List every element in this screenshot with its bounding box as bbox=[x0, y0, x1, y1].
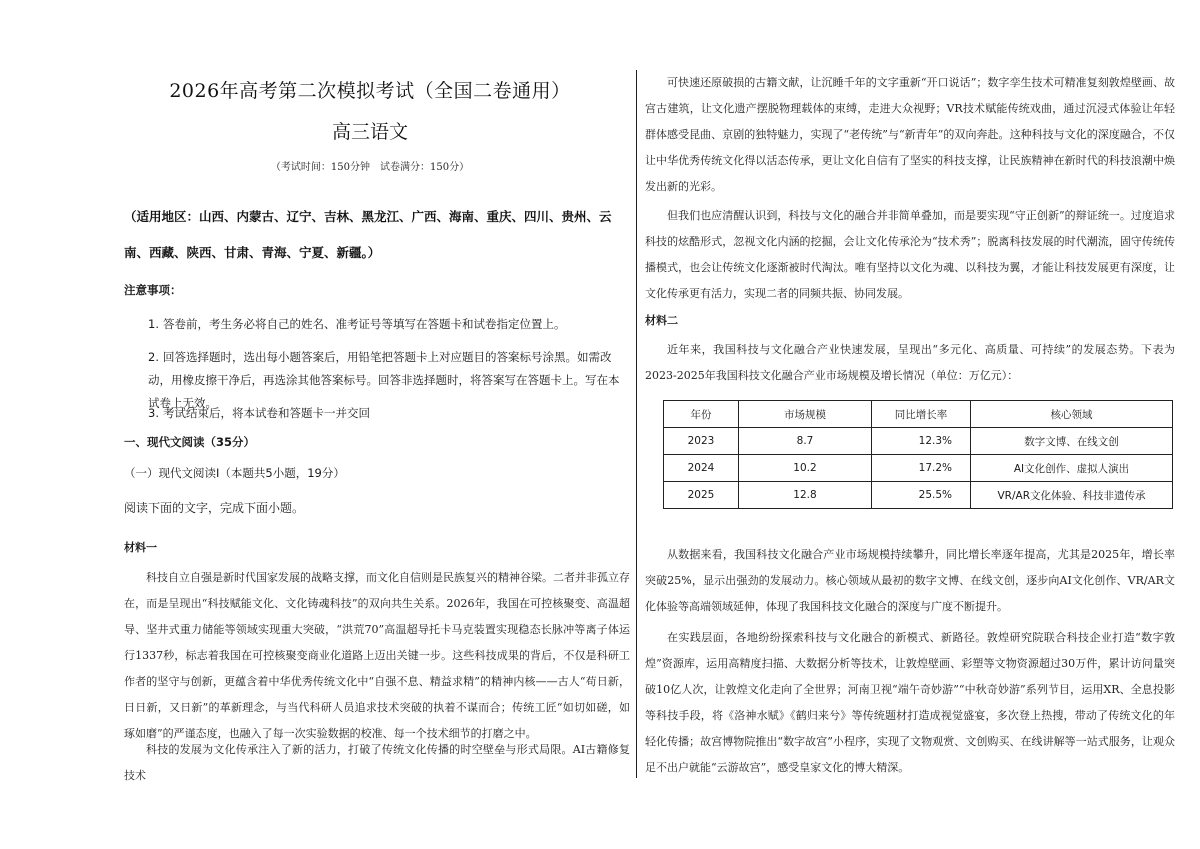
material1-paragraph: 科技自立自强是新时代国家发展的战略支撑，而文化自信则是民族复兴的精神谷梁。二者并非孤立存在，而是呈现出“科技赋能文化、文化铸魂科技”的双向共生关系。2026年，我国在可控核聚变、高温超导、坚井式重力储能等领域实现重大突破，“洪荒70”高温超导托卡马克装置实现稳态长脉冲等离子体运行1337秒，标志着我国在可控核聚变商业化道路上迈出关键一步。这些科技成果的背后，不仅是科研工作者的坚守与创新，更蕴含着中华优秀传统文化中“自强不息、精益求精”的精神内核——古人“苟日新，日日新，又日新”的革新理念，与当代科研人员追求技术突破的执着不谋而合；传统工匠“如切如磋，如琢如磨”的严谨态度，也融入了每一次实验数据的校准、每一个技术细节的打磨之中。 bbox=[124, 571, 630, 740]
table-cell: 17.2% bbox=[872, 455, 971, 482]
table-header-cell: 核心领域 bbox=[971, 401, 1173, 428]
table-cell: 2024 bbox=[664, 455, 739, 482]
sub-heading: （一）现代文阅读Ⅰ（本题共5小题，19分） bbox=[124, 466, 345, 480]
material1-continued-paragraph: 可快速还原破损的古籍文献，让沉睡千年的文字重新“开口说话”；数字孪生技术可精准复刻敦煌壁画、故宫古建筑，让文化遗产摆脱物理载体的束缚，走进大众视野；VR技术赋能传统戏曲，通过沉浸式体验让年轻群体感受昆曲、京剧的独特魅力，实现了“老传统”与“新青年”的双向奔赴。这种科技与文化的深度融合，不仅让中华优秀传统文化得以活态传承，更让文化自信有了坚实的科技支撑，让民族精神在新时代的科技浪潮中焕发出新的光彩。 bbox=[645, 76, 1175, 193]
table-header-cell: 年份 bbox=[664, 401, 739, 428]
table-cell: AI文化创作、虚拟人演出 bbox=[971, 455, 1173, 482]
exam-info: （考试时间：150分钟 试卷满分：150分） bbox=[270, 162, 470, 173]
material2-practice-paragraph: 在实践层面，各地纷纷探索科技与文化融合的新模式、新路径。敦煌研究院联合科技企业打造“数字敦煌”资源库，运用高精度扫描、大数据分析等技术，让敦煌壁画、彩塑等文物资源超过30万件，累计访问量突破10亿人次，让敦煌文化走向了全世界；河南卫视“端午奇妙游”“中秋奇妙游”系列节目，运用XR、全息投影等科技手段，将《洛神水赋》《鹤归来兮》等传统题材打造成视觉盛宴，多次登上热搜，带动了传统文化的年轻化传播；故宫博物院推出“数字故宫”小程序，实现了文物观赏、文创购买、在线讲解等一站式服务，让观众足不出户就能“云游故宫”，感受皇家文化的博大精深。 bbox=[645, 631, 1175, 774]
material1-continued-paragraph: 但我们也应清醒认识到，科技与文化的融合并非简单叠加，而是要实现“守正创新”的辩证统一。过度追求科技的炫酷形式，忽视文化内涵的挖掘，会让文化传承沦为“技术秀”；脱离科技发展的时代潮流，固守传统传播模式，也会让传统文化逐渐被时代淘汰。唯有坚持以文化为魂、以科技为翼，才能让科技发展更有深度，让文化传承更有活力，实现二者的同频共振、协同发展。 bbox=[645, 209, 1175, 300]
notice-heading: 注意事项： bbox=[124, 283, 182, 297]
table-cell: 12.3% bbox=[872, 428, 971, 455]
table-row bbox=[664, 455, 1173, 482]
table-cell: 2023 bbox=[664, 428, 739, 455]
table-header-cell: 同比增长率 bbox=[872, 401, 971, 428]
notice-text: 回答选择题时，选出每小题答案后，用铅笔把答题卡上对应题目的答案标号涂黑。如需改动，用橡皮擦干净后，再选涂其他答案标号。回答非选择题时，将答案写在答题卡上。写在本试卷上无效。 bbox=[148, 350, 620, 410]
exam-title: 2026年高考第二次模拟考试（全国二卷通用） bbox=[169, 80, 571, 102]
notice-number: 2. bbox=[148, 350, 159, 364]
table-cell: 数字文博、在线文创 bbox=[971, 428, 1173, 455]
column-divider bbox=[636, 70, 637, 778]
material2-intro: 近年来，我国科技与文化融合产业快速发展，呈现出“多元化、高质量、可持续”的发展态势。下表为2023-2025年我国科技文化融合产业市场规模及增长情况（单位：万亿元）： bbox=[645, 343, 1175, 382]
section-heading: 一、现代文阅读（35分） bbox=[124, 435, 256, 449]
table-row bbox=[664, 482, 1173, 509]
notice-text: 考试结束后，将本试卷和答题卡一并交回 bbox=[162, 406, 370, 420]
table-cell: 25.5% bbox=[872, 482, 971, 509]
table-header-cell: 市场规模 bbox=[739, 401, 872, 428]
material1-heading: 材料一 bbox=[124, 541, 157, 554]
table-header-row bbox=[664, 401, 1173, 428]
table-cell: 12.8 bbox=[739, 482, 872, 509]
material2-analysis-paragraph: 从数据来看，我国科技文化融合产业市场规模持续攀升，同比增长率逐年提高，尤其是2025年，增长率突破25%，显示出强劲的发展动力。核心领域从最初的数字文博、在线文创，逐步向AI文化创作、VR/AR文化体验等高端领域延伸，体现了我国科技文化融合的深度与广度不断提升。 bbox=[645, 548, 1175, 613]
exam-subtitle: 高三语文 bbox=[331, 121, 408, 143]
market-data-table bbox=[663, 400, 1173, 509]
applicable-regions: （适用地区：山西、内蒙古、辽宁、吉林、黑龙江、广西、海南、重庆、四川、贵州、云南、西藏、陕西、甘肃、青海、宁夏、新疆。） bbox=[124, 209, 612, 260]
notice-number: 3. bbox=[148, 406, 159, 420]
table-cell: 8.7 bbox=[739, 428, 872, 455]
notice-number: 1. bbox=[148, 317, 159, 331]
notice-text: 答卷前，考生务必将自己的姓名、准考证号等填写在答题卡和试卷指定位置上。 bbox=[162, 317, 566, 331]
table-cell: 10.2 bbox=[739, 455, 872, 482]
table-cell: VR/AR文化体验、科技非遗传承 bbox=[971, 482, 1173, 509]
table-row bbox=[664, 428, 1173, 455]
reading-instruction: 阅读下面的文字，完成下面小题。 bbox=[124, 501, 305, 515]
material1-paragraph: 科技的发展为文化传承注入了新的活力，打破了传统文化传播的时空壁垒与形式局限。AI古籍修复技术 bbox=[124, 743, 630, 782]
notice-item-1 bbox=[148, 313, 626, 336]
material2-heading: 材料二 bbox=[645, 314, 678, 327]
notice-item-3 bbox=[148, 402, 626, 425]
table-cell: 2025 bbox=[664, 482, 739, 509]
